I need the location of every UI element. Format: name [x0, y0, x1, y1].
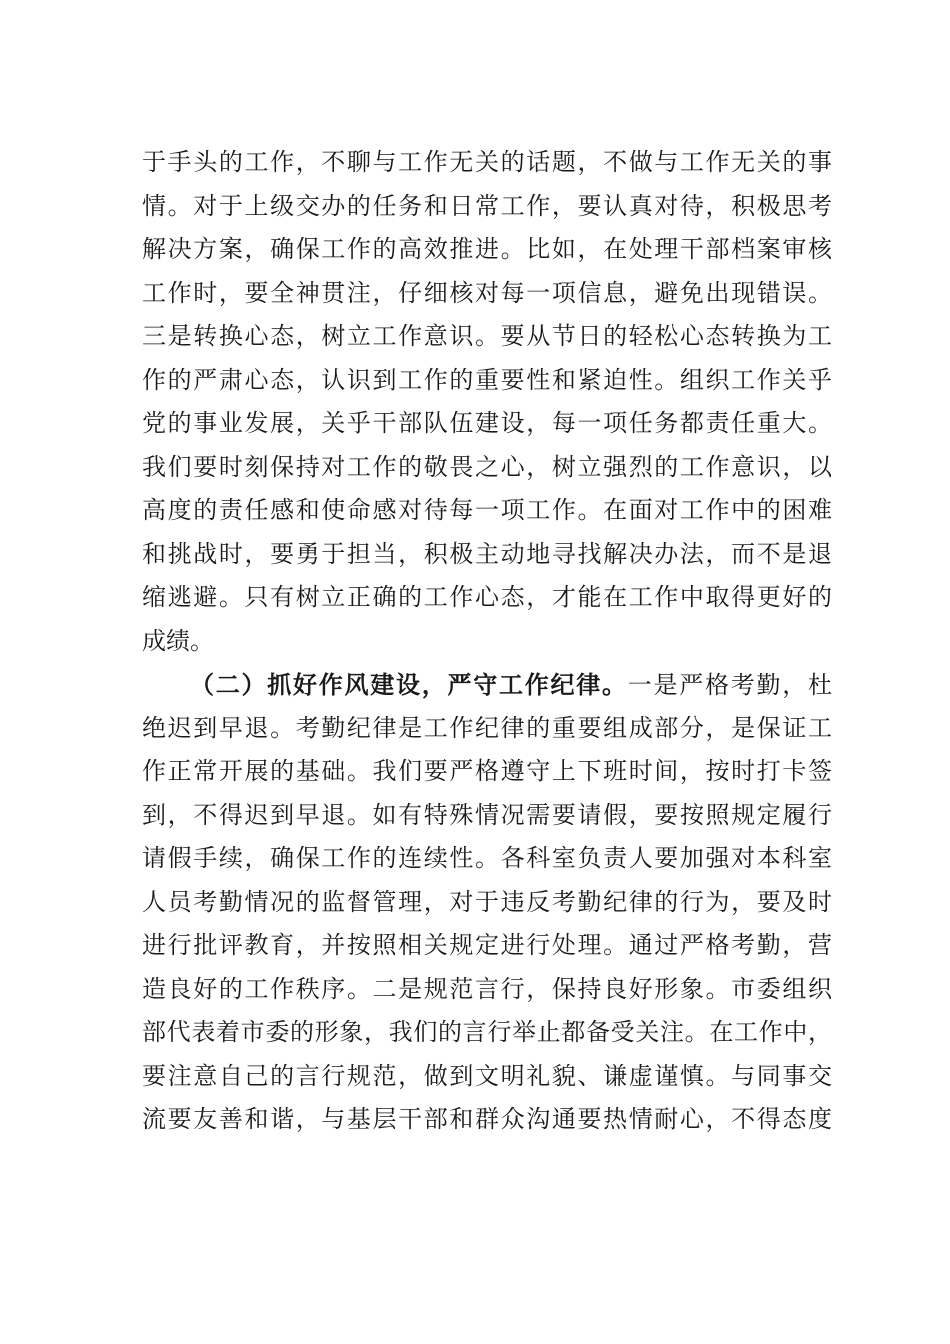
paragraph-2 — [142, 663, 832, 1142]
text-line: 请假手续，确保工作的连续性。各科室负责人要加强对本科室 — [142, 844, 832, 872]
heading-line-text: 一是严格考勤，杜 — [627, 671, 832, 699]
text-line: 作的严肃心态，认识到工作的重要性和紧迫性。组织工作关乎 — [142, 365, 832, 394]
text-line: 党的事业发展，关乎干部队伍建设，每一项任务都责任重大。 — [142, 409, 832, 437]
text-line: 成绩。 — [142, 626, 214, 655]
text-line: 和挑战时，要勇于担当，积极主动地寻找解决办法，而不是退 — [142, 539, 832, 568]
text-line: 于手头的工作，不聊与工作无关的话题，不做与工作无关的事 — [142, 148, 832, 176]
text-line: 到，不得迟到早退。如有特殊情况需要请假，要按照规定履行 — [142, 800, 832, 829]
text-line: 情。对于上级交办的任务和日常工作，要认真对待，积极思考 — [142, 191, 832, 220]
text-line: 流要友善和谐，与基层干部和群众沟通要热情耐心，不得态度 — [142, 1105, 832, 1133]
document-body — [142, 141, 832, 1142]
text-line: 缩逃避。只有树立正确的工作心态，才能在工作中取得更好的 — [142, 583, 832, 611]
text-line: 部代表着市委的形象，我们的言行举止都备受关注。在工作中， — [142, 1018, 832, 1046]
text-line: 绝迟到早退。考勤纪律是工作纪律的重要组成部分，是保证工 — [142, 713, 832, 742]
text-line: 作正常开展的基础。我们要严格遵守上下班时间，按时打卡签 — [142, 757, 832, 785]
section-heading: （二）抓好作风建设，严守工作纪律。 — [190, 670, 628, 699]
text-line: 人员考勤情况的监督管理，对于违反考勤纪律的行为，要及时 — [142, 887, 832, 916]
text-line: 工作时，要全神贯注，仔细核对每一项信息，避免出现错误。 — [142, 278, 832, 307]
text-line: 高度的责任感和使命感对待每一项工作。在面对工作中的困难 — [142, 496, 832, 524]
text-line: 三是转换心态，树立工作意识。要从节日的轻松心态转换为工 — [142, 322, 832, 350]
paragraph-1 — [142, 141, 832, 663]
text-line: 解决方案，确保工作的高效推进。比如，在处理干部档案审核 — [142, 235, 832, 263]
paragraph-heading-line — [142, 663, 832, 707]
text-line: 造良好的工作秩序。二是规范言行，保持良好形象。市委组织 — [142, 974, 832, 1003]
text-line: 我们要时刻保持对工作的敬畏之心，树立强烈的工作意识，以 — [142, 452, 832, 481]
text-line: 要注意自己的言行规范，做到文明礼貌、谦虚谨慎。与同事交 — [142, 1061, 832, 1090]
text-line: 进行批评教育，并按照相关规定进行处理。通过严格考勤，营 — [142, 931, 832, 959]
